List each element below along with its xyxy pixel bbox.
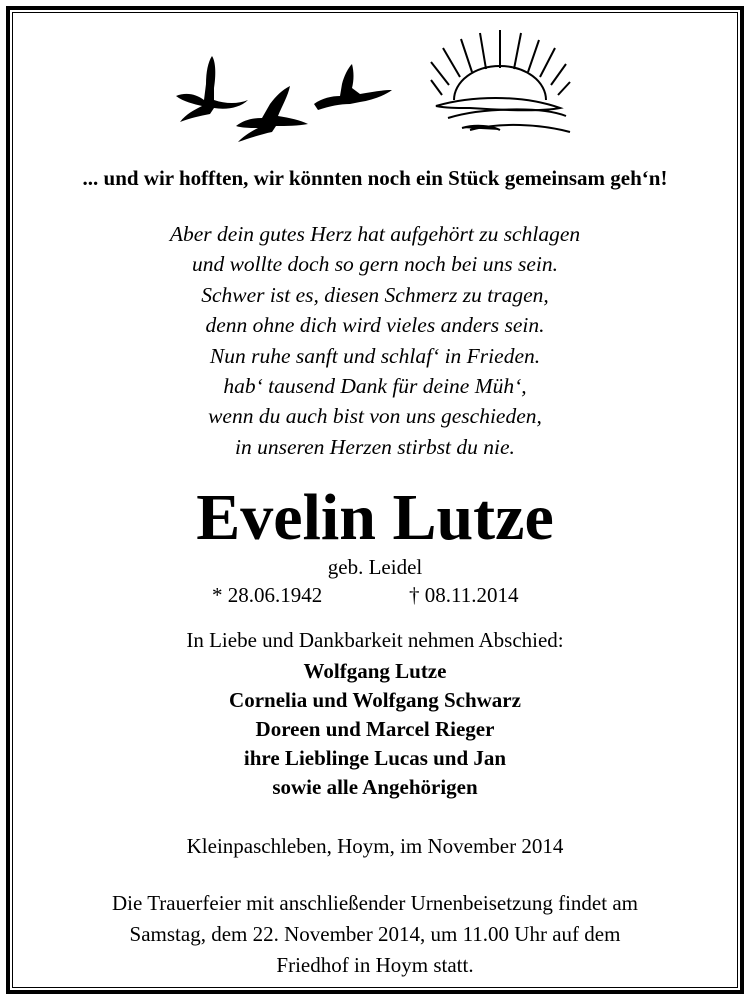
poem-line: wenn du auch bist von uns geschieden,	[208, 404, 542, 429]
mourners-list	[0, 657, 750, 802]
deceased-name: Evelin Lutze	[196, 481, 554, 554]
maiden-name: geb. Leidel	[327, 555, 423, 579]
death-date: † 08.11.2014	[409, 583, 519, 607]
mourner-entry: Doreen und Marcel Rieger	[255, 717, 495, 741]
mourner-entry: Wolfgang Lutze	[303, 659, 447, 683]
birth-date: * 28.06.1942	[212, 583, 323, 607]
poem	[0, 219, 750, 462]
sunset-over-hills-icon	[431, 30, 570, 132]
funeral-line: Samstag, dem 22. November 2014, um 11.00 Uhr auf dem	[129, 922, 621, 946]
poem-line: hab‘ tausend Dank für deine Müh‘,	[223, 374, 527, 399]
funeral-line: Friedhof in Hoym statt.	[276, 953, 474, 977]
poem-line: Nun ruhe sanft und schlaf‘ in Frieden.	[209, 343, 541, 368]
poem-line: Schwer ist es, diesen Schmerz zu tragen,	[201, 282, 549, 307]
mourner-entry: sowie alle Angehörigen	[272, 775, 478, 799]
place-date: Kleinpaschleben, Hoym, im November 2014	[186, 834, 564, 858]
poem-line: und wollte doch so gern noch bei uns sein.	[191, 252, 559, 277]
mourners-intro: In Liebe und Dankbarkeit nehmen Abschied:	[186, 628, 564, 652]
illustration-area	[0, 0, 750, 160]
flying-birds-icon	[176, 56, 392, 142]
mourner-entry: ihre Lieblinge Lucas und Jan	[243, 746, 507, 770]
poem-line: in unseren Herzen stirbst du nie.	[235, 434, 515, 459]
mourner-entry: Cornelia und Wolfgang Schwarz	[229, 688, 521, 712]
poem-line: denn ohne dich wird vieles anders sein.	[205, 313, 545, 338]
poem-line: Aber dein gutes Herz hat aufgehört zu schlagen	[169, 222, 581, 246]
opening-line: ... und wir hofften, wir könnten noch ein Stück gemeinsam geh‘n!	[82, 166, 668, 190]
funeral-details	[0, 888, 750, 981]
funeral-line: Die Trauerfeier mit anschließender Urnenbeisetzung findet am	[112, 891, 638, 915]
